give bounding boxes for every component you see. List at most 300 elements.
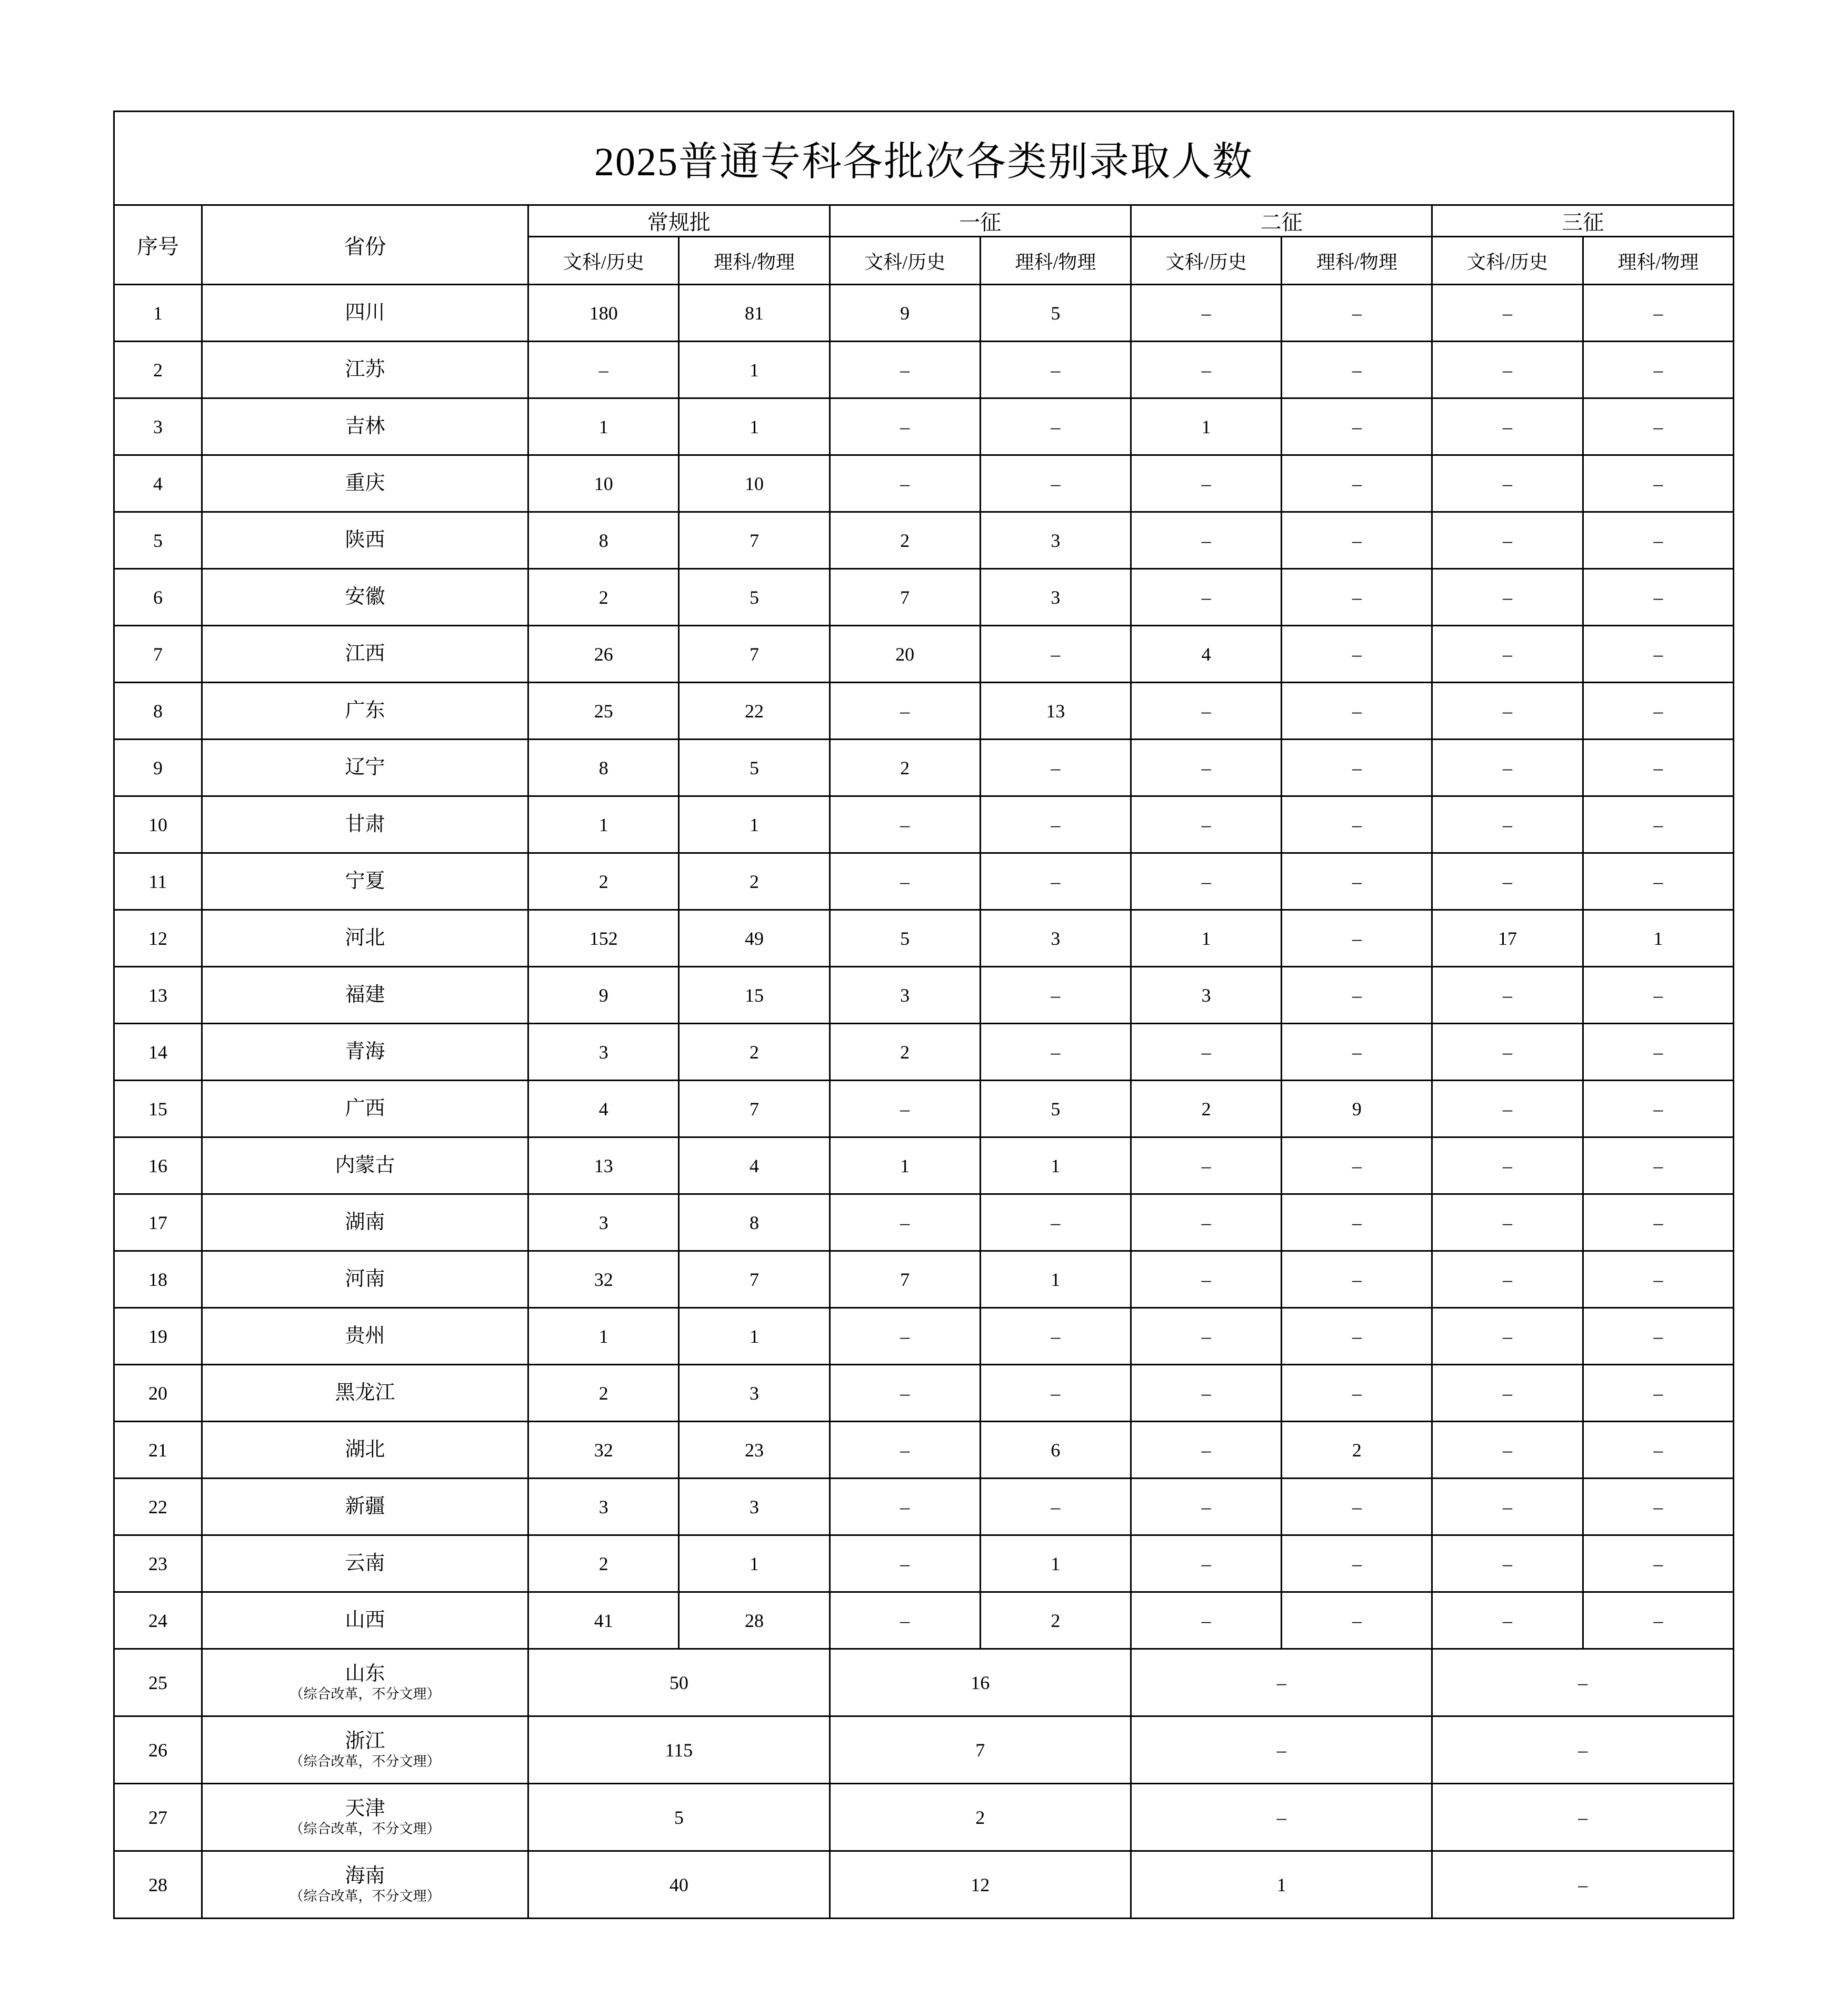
- row-value: –: [1131, 1716, 1432, 1784]
- row-sequence: 27: [114, 1784, 202, 1851]
- row-sequence: 16: [114, 1137, 202, 1194]
- row-value: –: [830, 1479, 980, 1535]
- row-sequence: 25: [114, 1649, 202, 1716]
- row-value: 3: [679, 1365, 830, 1422]
- row-value: –: [1583, 1137, 1733, 1194]
- row-value: –: [980, 967, 1131, 1024]
- row-value: –: [830, 398, 980, 455]
- row-value: 2: [528, 853, 679, 910]
- row-value: –: [1282, 967, 1432, 1024]
- row-sequence: 19: [114, 1308, 202, 1365]
- row-value: –: [980, 796, 1131, 853]
- province-label: 云南: [345, 1552, 385, 1574]
- row-value: 1: [980, 1535, 1131, 1592]
- row-value: 2: [679, 853, 830, 910]
- column-header-first-science: 理科/物理: [980, 237, 1131, 285]
- row-province: [202, 1081, 528, 1137]
- row-sequence: 5: [114, 512, 202, 569]
- row-value: 28: [679, 1592, 830, 1649]
- row-value: –: [1432, 398, 1583, 455]
- table-row: [114, 1194, 1734, 1251]
- row-value: 13: [528, 1137, 679, 1194]
- row-value: 1: [1131, 910, 1282, 967]
- row-value: 81: [679, 285, 830, 342]
- column-header-province: 省份: [202, 205, 528, 285]
- row-value: –: [1583, 1251, 1733, 1308]
- row-value: –: [1583, 796, 1733, 853]
- row-sequence: 18: [114, 1251, 202, 1308]
- row-sequence: 14: [114, 1024, 202, 1081]
- row-value: –: [1282, 569, 1432, 626]
- row-sequence: 1: [114, 285, 202, 342]
- row-value: –: [1432, 1422, 1583, 1479]
- row-value: –: [1432, 512, 1583, 569]
- row-value: –: [1282, 1535, 1432, 1592]
- row-value: –: [1131, 1194, 1282, 1251]
- title-row: [114, 112, 1734, 205]
- row-value: –: [1282, 853, 1432, 910]
- row-value: –: [1131, 740, 1282, 796]
- province-label: 浙江: [345, 1730, 385, 1753]
- row-value: 17: [1432, 910, 1583, 967]
- row-sequence: 15: [114, 1081, 202, 1137]
- row-value: –: [1583, 1365, 1733, 1422]
- row-value: –: [1432, 285, 1583, 342]
- row-value: –: [1583, 1024, 1733, 1081]
- row-value: –: [1432, 1308, 1583, 1365]
- row-value: –: [1432, 1479, 1583, 1535]
- row-value: –: [1583, 569, 1733, 626]
- row-value: 1: [679, 796, 830, 853]
- row-value: –: [830, 1592, 980, 1649]
- row-value: –: [1131, 683, 1282, 740]
- province-label: 内蒙古: [335, 1154, 395, 1176]
- row-value: –: [1131, 342, 1282, 398]
- row-value: 13: [980, 683, 1131, 740]
- province-label: 湖北: [345, 1438, 385, 1461]
- row-value: 6: [980, 1422, 1131, 1479]
- table-row: [114, 1365, 1734, 1422]
- column-header-second-science: 理科/物理: [1282, 237, 1432, 285]
- row-value: –: [980, 1479, 1131, 1535]
- row-value: 22: [679, 683, 830, 740]
- column-header-third-liberal: 文科/历史: [1432, 237, 1583, 285]
- row-value: –: [1282, 683, 1432, 740]
- row-value: 3: [528, 1024, 679, 1081]
- column-header-regular-science: 理科/物理: [679, 237, 830, 285]
- row-value: –: [1131, 455, 1282, 512]
- row-province: [202, 626, 528, 683]
- row-value: –: [830, 342, 980, 398]
- row-value: 3: [528, 1479, 679, 1535]
- row-value: 4: [528, 1081, 679, 1137]
- row-value: –: [1432, 1365, 1583, 1422]
- row-value: –: [1432, 455, 1583, 512]
- row-sequence: 4: [114, 455, 202, 512]
- row-sequence: 11: [114, 853, 202, 910]
- row-value: –: [528, 342, 679, 398]
- row-value: 1: [1131, 398, 1282, 455]
- row-value: –: [1583, 512, 1733, 569]
- row-value: –: [1583, 683, 1733, 740]
- page-title: 2025普通专科各批次各类别录取人数: [114, 112, 1734, 205]
- row-value: 3: [1131, 967, 1282, 1024]
- row-value: –: [1583, 1308, 1733, 1365]
- row-value: 12: [830, 1851, 1131, 1919]
- row-value: –: [1282, 1479, 1432, 1535]
- row-value: 3: [528, 1194, 679, 1251]
- row-value: –: [1432, 740, 1583, 796]
- row-value: 7: [679, 626, 830, 683]
- row-value: –: [1282, 512, 1432, 569]
- row-value: 8: [528, 512, 679, 569]
- row-value: –: [1583, 455, 1733, 512]
- row-value: –: [1583, 1081, 1733, 1137]
- row-province: [202, 1308, 528, 1365]
- row-value: 2: [528, 1365, 679, 1422]
- row-value: 2: [830, 1784, 1131, 1851]
- row-value: 115: [528, 1716, 830, 1784]
- province-label: 贵州: [345, 1324, 385, 1347]
- row-value: –: [1282, 1194, 1432, 1251]
- province-label: 宁夏: [345, 870, 385, 892]
- row-sequence: 21: [114, 1422, 202, 1479]
- row-value: –: [830, 455, 980, 512]
- row-value: –: [1131, 1422, 1282, 1479]
- table-row: [114, 626, 1734, 683]
- row-value: –: [830, 1422, 980, 1479]
- row-province: [202, 1851, 528, 1919]
- row-value: –: [1432, 796, 1583, 853]
- province-label: 广西: [345, 1097, 385, 1120]
- row-province: [202, 1784, 528, 1851]
- row-sequence: 13: [114, 967, 202, 1024]
- row-sequence: 8: [114, 683, 202, 740]
- row-value: –: [980, 1365, 1131, 1422]
- province-label: 吉林: [345, 415, 385, 437]
- row-value: –: [1432, 1851, 1734, 1919]
- row-value: 1: [1583, 910, 1733, 967]
- admission-table: [113, 111, 1734, 1919]
- row-value: –: [980, 626, 1131, 683]
- row-value: 5: [679, 740, 830, 796]
- row-value: 7: [830, 1251, 980, 1308]
- row-province: [202, 1024, 528, 1081]
- row-value: –: [1432, 1716, 1734, 1784]
- row-value: –: [1282, 796, 1432, 853]
- row-value: –: [1282, 1251, 1432, 1308]
- row-value: –: [1282, 1365, 1432, 1422]
- row-value: –: [1432, 1137, 1583, 1194]
- row-value: –: [1282, 910, 1432, 967]
- row-sequence: 10: [114, 796, 202, 853]
- row-province: [202, 1535, 528, 1592]
- table-row: [114, 796, 1734, 853]
- row-value: 1: [528, 1308, 679, 1365]
- table-row: [114, 1137, 1734, 1194]
- row-value: 7: [830, 1716, 1131, 1784]
- row-value: –: [980, 342, 1131, 398]
- row-value: –: [1432, 683, 1583, 740]
- province-note: （综合改革，不分文理）: [289, 1753, 441, 1769]
- province-note: （综合改革，不分文理）: [289, 1686, 441, 1702]
- row-province: [202, 1422, 528, 1479]
- row-value: –: [980, 853, 1131, 910]
- table-row: [114, 1851, 1734, 1919]
- row-value: 3: [830, 967, 980, 1024]
- table-row: [114, 910, 1734, 967]
- province-label: 甘肃: [345, 813, 385, 835]
- row-value: 152: [528, 910, 679, 967]
- row-value: –: [1583, 1479, 1733, 1535]
- row-value: 3: [980, 512, 1131, 569]
- province-label: 山东: [345, 1663, 385, 1685]
- row-value: 7: [679, 1081, 830, 1137]
- row-value: 2: [830, 512, 980, 569]
- table-row: [114, 740, 1734, 796]
- row-value: –: [830, 1081, 980, 1137]
- row-province: [202, 1365, 528, 1422]
- table-row: [114, 967, 1734, 1024]
- row-sequence: 28: [114, 1851, 202, 1919]
- row-sequence: 20: [114, 1365, 202, 1422]
- row-value: –: [1432, 1251, 1583, 1308]
- row-value: –: [1432, 1024, 1583, 1081]
- column-header-seq: 序号: [114, 205, 202, 285]
- row-value: 26: [528, 626, 679, 683]
- row-value: 2: [980, 1592, 1131, 1649]
- row-value: –: [830, 796, 980, 853]
- row-sequence: 12: [114, 910, 202, 967]
- row-value: 5: [679, 569, 830, 626]
- row-value: –: [980, 1024, 1131, 1081]
- row-sequence: 23: [114, 1535, 202, 1592]
- province-label: 辽宁: [345, 756, 385, 778]
- row-value: 2: [679, 1024, 830, 1081]
- row-value: 3: [980, 910, 1131, 967]
- table-row: [114, 285, 1734, 342]
- row-value: 32: [528, 1251, 679, 1308]
- row-value: 25: [528, 683, 679, 740]
- row-value: 9: [830, 285, 980, 342]
- row-value: 32: [528, 1422, 679, 1479]
- row-province: [202, 910, 528, 967]
- table-row: [114, 1649, 1734, 1716]
- row-value: –: [1432, 1649, 1734, 1716]
- row-value: 4: [679, 1137, 830, 1194]
- row-value: –: [1583, 626, 1733, 683]
- province-note: （综合改革，不分文理）: [289, 1821, 441, 1836]
- row-value: 7: [679, 1251, 830, 1308]
- row-province: [202, 1194, 528, 1251]
- row-province: [202, 967, 528, 1024]
- row-value: –: [1583, 1194, 1733, 1251]
- row-value: 1: [830, 1137, 980, 1194]
- row-value: 10: [528, 455, 679, 512]
- table-row: [114, 1784, 1734, 1851]
- row-value: 23: [679, 1422, 830, 1479]
- province-label: 福建: [345, 983, 385, 1006]
- row-value: 2: [1282, 1422, 1432, 1479]
- province-label: 陕西: [345, 528, 385, 551]
- row-value: 3: [679, 1479, 830, 1535]
- row-value: –: [1131, 1251, 1282, 1308]
- row-province: [202, 683, 528, 740]
- row-value: 1: [679, 398, 830, 455]
- row-value: 180: [528, 285, 679, 342]
- row-sequence: 9: [114, 740, 202, 796]
- row-value: –: [1131, 512, 1282, 569]
- row-value: –: [1432, 1592, 1583, 1649]
- row-value: –: [980, 740, 1131, 796]
- province-label: 江苏: [345, 358, 385, 381]
- table-row: [114, 1479, 1734, 1535]
- row-value: 2: [830, 1024, 980, 1081]
- table-row: [114, 512, 1734, 569]
- row-sequence: 3: [114, 398, 202, 455]
- row-value: 10: [679, 455, 830, 512]
- row-value: –: [1432, 967, 1583, 1024]
- column-header-regular-liberal: 文科/历史: [528, 237, 679, 285]
- row-value: –: [1583, 1535, 1733, 1592]
- row-value: –: [1282, 455, 1432, 512]
- row-value: –: [830, 1194, 980, 1251]
- row-value: –: [1131, 285, 1282, 342]
- row-value: 1: [679, 1308, 830, 1365]
- province-label: 黑龙江: [335, 1381, 395, 1404]
- province-label: 新疆: [345, 1495, 385, 1517]
- row-value: –: [830, 853, 980, 910]
- row-sequence: 17: [114, 1194, 202, 1251]
- row-province: [202, 1716, 528, 1784]
- row-value: –: [1282, 1592, 1432, 1649]
- row-value: –: [1432, 1784, 1734, 1851]
- row-value: –: [1282, 1024, 1432, 1081]
- table-row: [114, 1422, 1734, 1479]
- row-value: –: [1282, 740, 1432, 796]
- row-value: –: [1131, 853, 1282, 910]
- province-label: 重庆: [345, 472, 385, 494]
- row-value: 2: [528, 1535, 679, 1592]
- row-value: –: [1583, 398, 1733, 455]
- table-row: [114, 1081, 1734, 1137]
- column-group-regular: 常规批: [528, 205, 830, 237]
- column-group-first-call: 一征: [830, 205, 1131, 237]
- row-value: –: [1432, 626, 1583, 683]
- row-value: –: [1432, 342, 1583, 398]
- row-province: [202, 1479, 528, 1535]
- row-province: [202, 740, 528, 796]
- table-row: [114, 853, 1734, 910]
- row-value: –: [980, 398, 1131, 455]
- row-province: [202, 342, 528, 398]
- column-group-third-call: 三征: [1432, 205, 1734, 237]
- row-value: –: [1131, 1592, 1282, 1649]
- province-label: 山西: [345, 1609, 385, 1631]
- row-value: –: [1432, 569, 1583, 626]
- row-value: 20: [830, 626, 980, 683]
- row-value: –: [1131, 1365, 1282, 1422]
- row-value: 16: [830, 1649, 1131, 1716]
- row-value: –: [1131, 1024, 1282, 1081]
- row-value: 1: [980, 1137, 1131, 1194]
- row-value: 1: [679, 342, 830, 398]
- table-row: [114, 1024, 1734, 1081]
- province-label: 广东: [345, 699, 385, 722]
- row-value: 4: [1131, 626, 1282, 683]
- row-value: –: [1282, 1137, 1432, 1194]
- row-sequence: 26: [114, 1716, 202, 1784]
- row-sequence: 2: [114, 342, 202, 398]
- row-value: –: [1432, 1535, 1583, 1592]
- row-value: –: [1131, 796, 1282, 853]
- row-value: –: [1583, 1592, 1733, 1649]
- table-row: [114, 1592, 1734, 1649]
- table-body: [114, 285, 1734, 1919]
- header-group-row: [114, 205, 1734, 237]
- column-header-second-liberal: 文科/历史: [1131, 237, 1282, 285]
- row-value: –: [1432, 1081, 1583, 1137]
- row-value: 1: [679, 1535, 830, 1592]
- row-value: 7: [679, 512, 830, 569]
- row-value: 5: [980, 1081, 1131, 1137]
- row-value: –: [1583, 1422, 1733, 1479]
- province-note: （综合改革，不分文理）: [289, 1888, 441, 1904]
- row-value: 8: [528, 740, 679, 796]
- row-value: –: [1432, 853, 1583, 910]
- province-label: 河北: [345, 926, 385, 949]
- table-header: [114, 112, 1734, 285]
- row-value: 1: [528, 796, 679, 853]
- row-value: 9: [1282, 1081, 1432, 1137]
- row-value: –: [1583, 342, 1733, 398]
- table-row: [114, 1716, 1734, 1784]
- row-value: 5: [980, 285, 1131, 342]
- row-value: –: [830, 1535, 980, 1592]
- province-label: 青海: [345, 1040, 385, 1063]
- row-value: –: [1131, 1308, 1282, 1365]
- row-value: –: [830, 1365, 980, 1422]
- row-value: –: [1282, 342, 1432, 398]
- row-value: 49: [679, 910, 830, 967]
- row-value: 5: [830, 910, 980, 967]
- table-row: [114, 1308, 1734, 1365]
- row-sequence: 7: [114, 626, 202, 683]
- row-value: –: [980, 1194, 1131, 1251]
- row-value: 5: [528, 1784, 830, 1851]
- row-province: [202, 285, 528, 342]
- province-label: 湖南: [345, 1211, 385, 1233]
- row-value: –: [1131, 1784, 1432, 1851]
- row-value: 1: [980, 1251, 1131, 1308]
- row-value: –: [1282, 626, 1432, 683]
- table-row: [114, 569, 1734, 626]
- row-province: [202, 1137, 528, 1194]
- province-label: 安徽: [345, 585, 385, 608]
- table-row: [114, 398, 1734, 455]
- row-value: –: [1131, 1649, 1432, 1716]
- row-value: –: [1131, 1535, 1282, 1592]
- row-province: [202, 1649, 528, 1716]
- row-value: –: [1131, 1479, 1282, 1535]
- row-value: 2: [830, 740, 980, 796]
- row-province: [202, 398, 528, 455]
- province-label: 海南: [345, 1865, 385, 1888]
- table-row: [114, 455, 1734, 512]
- row-value: –: [830, 1308, 980, 1365]
- column-header-first-liberal: 文科/历史: [830, 237, 980, 285]
- row-sequence: 22: [114, 1479, 202, 1535]
